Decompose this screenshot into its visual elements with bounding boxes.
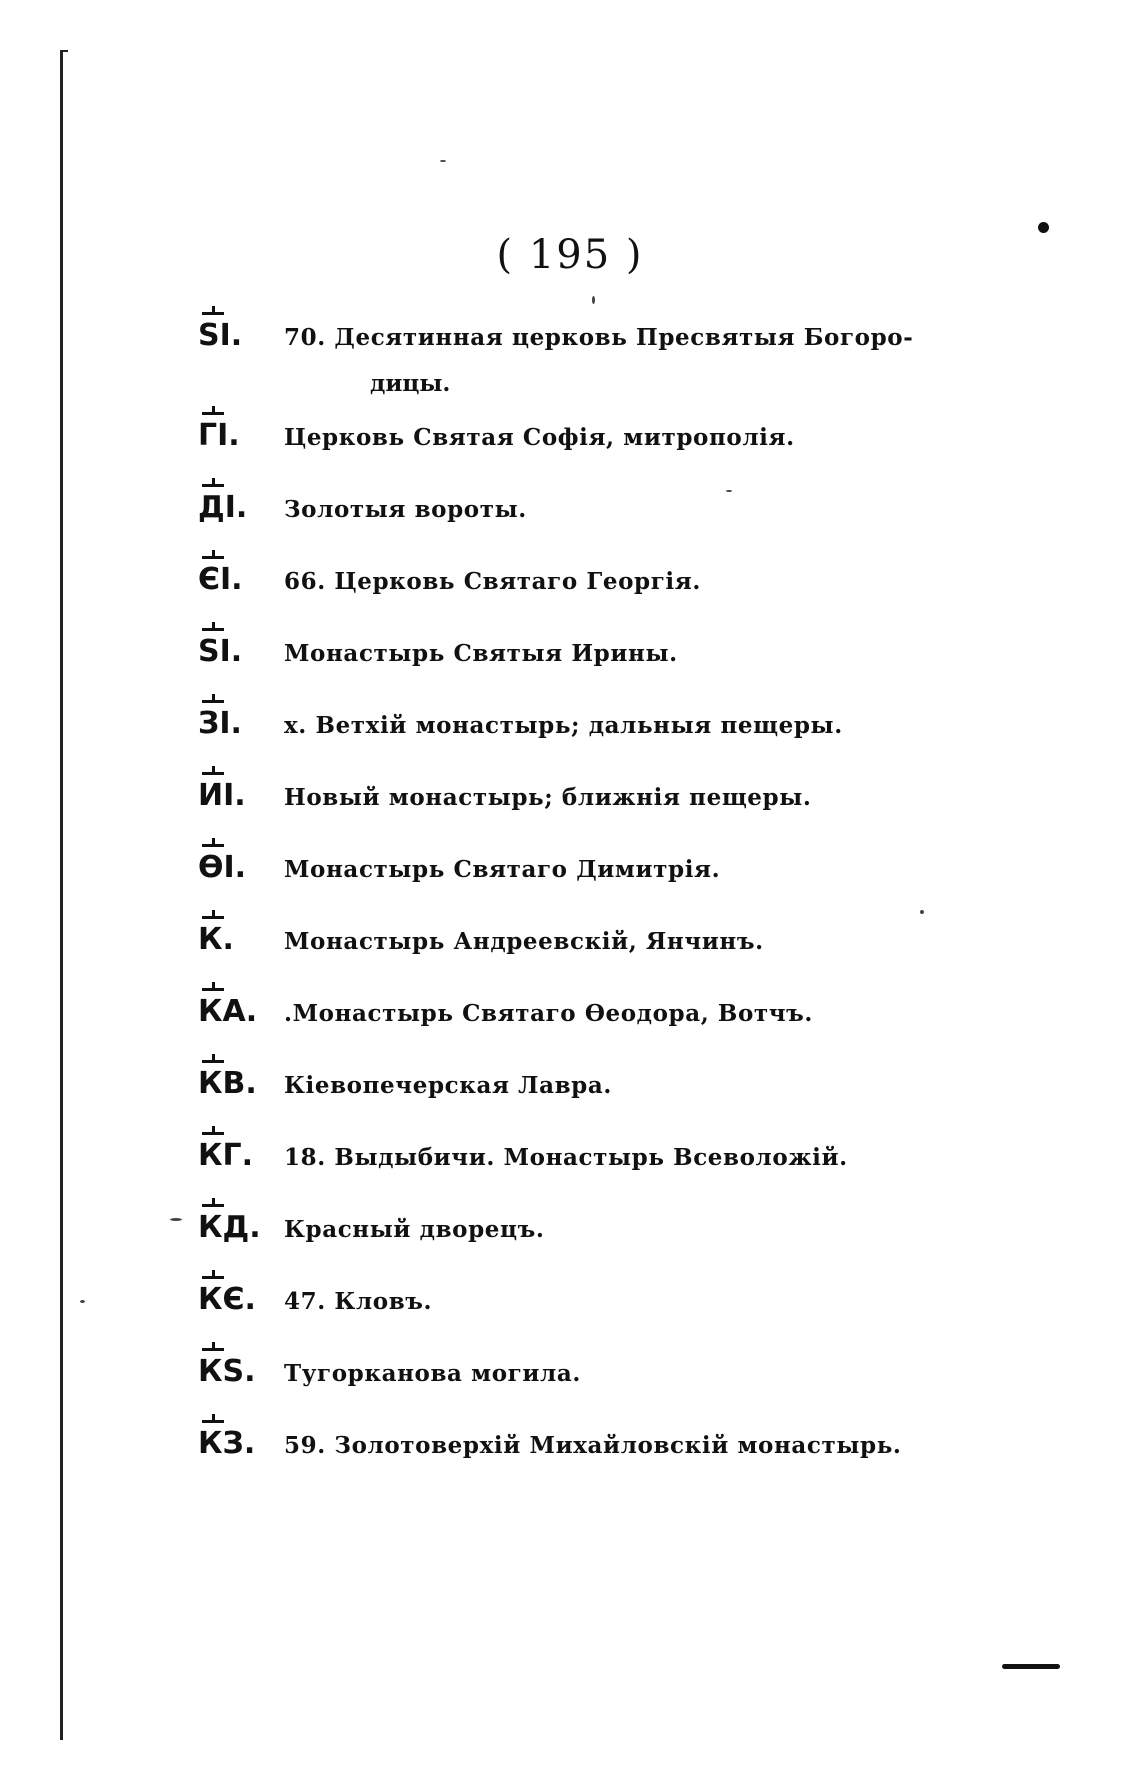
ink-dot — [1038, 222, 1049, 233]
ink-speck — [80, 1300, 85, 1303]
entry-text: 66. Церковь Святаго Георгія. — [284, 568, 701, 595]
list-item — [198, 1274, 958, 1346]
entry-text-continuation: дицы. — [370, 370, 451, 397]
entry-numeral: К. — [198, 924, 278, 956]
entry-numeral: ИІ. — [198, 780, 278, 812]
list-item — [198, 554, 958, 626]
list-item — [198, 310, 958, 410]
ink-dash — [1002, 1664, 1060, 1669]
ink-speck — [592, 296, 595, 304]
entry-text: 59. Золотоверхій Михайловскій монастырь. — [284, 1432, 902, 1459]
entry-text: .Монастырь Святаго Ѳеодора, Вотчъ. — [284, 1000, 814, 1027]
ink-speck — [440, 160, 446, 162]
entry-numeral: ѲІ. — [198, 852, 278, 884]
entry-text: 70. Десятинная церковь Пресвятыя Богоро- — [284, 324, 914, 351]
list-item — [198, 626, 958, 698]
list-item — [198, 842, 958, 914]
list-item — [198, 410, 958, 482]
scan-margin-line — [60, 50, 63, 1740]
entry-text: Тугорканова могила. — [284, 1360, 581, 1387]
list-item — [198, 1130, 958, 1202]
page-number: ( 195 ) — [496, 232, 644, 278]
scan-margin-tick — [60, 50, 68, 52]
list-item — [198, 1346, 958, 1418]
entry-numeral: ЅІ. — [198, 636, 278, 668]
entry-text: Монастырь Святыя Ирины. — [284, 640, 678, 667]
entry-numeral: ЗІ. — [198, 708, 278, 740]
entry-numeral: ЅІ. — [198, 320, 278, 352]
list-item — [198, 1202, 958, 1274]
entry-text: Кіевопечерская Лавра. — [284, 1072, 612, 1099]
list-item — [198, 1418, 958, 1490]
entry-text: x. Ветхій монастырь; дальныя пещеры. — [284, 712, 843, 739]
entry-numeral: КВ. — [198, 1068, 278, 1100]
entry-text: 47. Кловъ. — [284, 1288, 433, 1315]
entry-numeral: КГ. — [198, 1140, 278, 1172]
entry-numeral: КЗ. — [198, 1428, 278, 1460]
list-item — [198, 914, 958, 986]
entry-list — [198, 310, 958, 1490]
entry-text: Красный дворецъ. — [284, 1216, 545, 1243]
entry-text: 18. Выдыбичи. Монастырь Всеволожій. — [284, 1144, 848, 1171]
entry-numeral: ДІ. — [198, 492, 278, 524]
list-item — [198, 1058, 958, 1130]
entry-numeral: КЅ. — [198, 1356, 278, 1388]
list-item — [198, 986, 958, 1058]
ink-speck — [170, 1218, 182, 1221]
entry-text: Монастырь Святаго Димитрія. — [284, 856, 721, 883]
entry-text: Церковь Святая Софія, митрополія. — [284, 424, 795, 451]
entry-numeral: КА. — [198, 996, 278, 1028]
entry-numeral: КД. — [198, 1212, 278, 1244]
entry-text: Монастырь Андреевскій, Янчинъ. — [284, 928, 764, 955]
entry-numeral: ЄІ. — [198, 564, 278, 596]
list-item — [198, 482, 958, 554]
entry-text: Золотыя вороты. — [284, 496, 527, 523]
list-item — [198, 770, 958, 842]
entry-numeral: ГІ. — [198, 420, 278, 452]
entry-numeral: КЄ. — [198, 1284, 278, 1316]
entry-text: Новый монастырь; ближнія пещеры. — [284, 784, 812, 811]
list-item — [198, 698, 958, 770]
